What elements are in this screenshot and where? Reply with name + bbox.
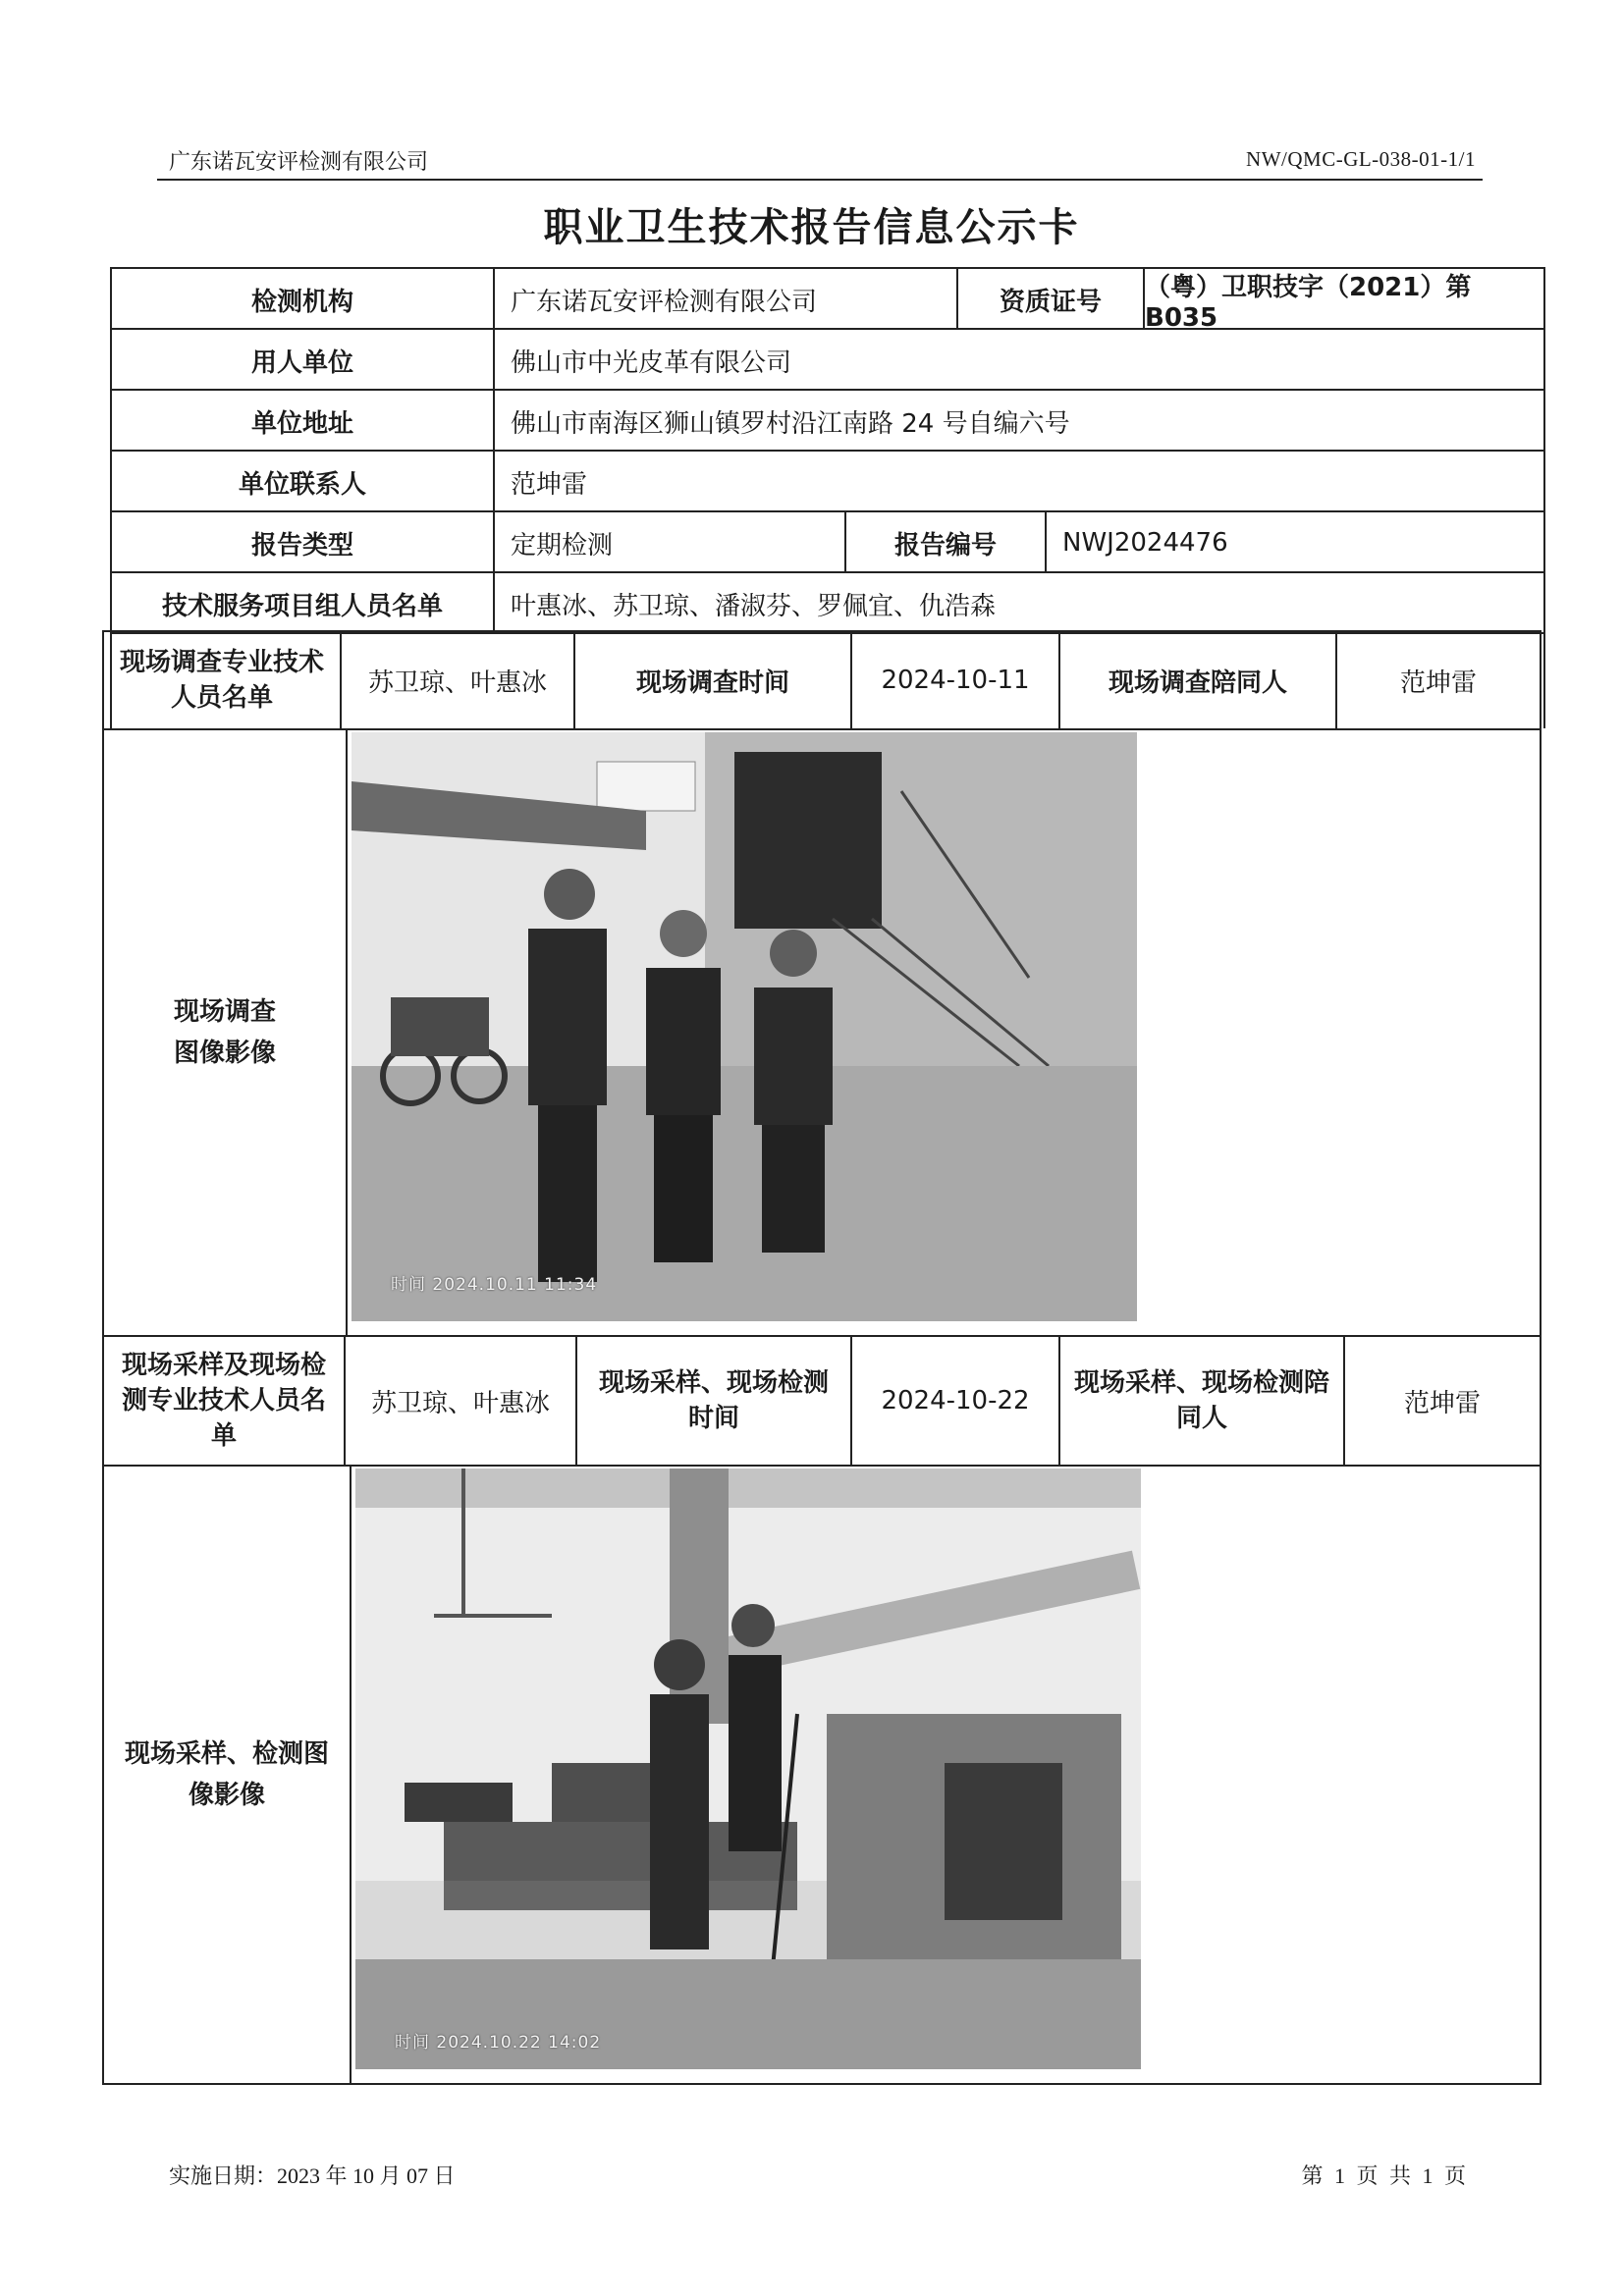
survey-image-vline — [346, 730, 348, 1335]
employer-label: 用人单位 — [250, 347, 353, 378]
survey-companion-value: 范坤雷 — [1335, 632, 1540, 728]
survey-companion-label: 现场调查陪同人 — [1058, 632, 1335, 728]
header-divider — [157, 179, 1483, 181]
survey-photo-timestamp: 时间 2024.10.11 11:34 — [391, 1275, 598, 1295]
sampling-staff-label: 现场采样及现场检测专业技术人员名单 — [121, 1351, 326, 1451]
footer-effective-date: 实施日期：2023 年 10 月 07 日 — [169, 2163, 456, 2188]
survey-section — [102, 630, 1542, 1337]
contact-label: 单位联系人 — [238, 469, 366, 500]
document-title: 职业卫生技术报告信息公示卡 — [543, 205, 1080, 250]
survey-time-label: 现场调查时间 — [573, 632, 850, 728]
address-label: 单位地址 — [250, 408, 353, 439]
survey-staff-value: 苏卫琼、叶惠冰 — [340, 632, 573, 728]
row-team — [112, 571, 1543, 634]
contact-value: 范坤雷 — [493, 452, 1543, 512]
org-label: 检测机构 — [250, 287, 353, 317]
team-label: 技术服务项目组人员名单 — [161, 591, 443, 621]
row-report — [112, 510, 1543, 573]
cert-label: 资质证号 — [956, 269, 1143, 330]
team-value: 叶惠冰、苏卫琼、潘淑芬、罗佩宜、仇浩森 — [493, 573, 1543, 634]
address-value: 佛山市南海区狮山镇罗村沿江南路 24 号自编六号 — [493, 391, 1543, 452]
sampling-image-vline — [350, 1467, 352, 2083]
report-type-value: 定期检测 — [493, 512, 844, 573]
survey-site-photo — [352, 732, 1137, 1321]
sampling-companion-label-cell — [1058, 1337, 1343, 1465]
header-doc-code: NW/QMC-GL-038-01-1/1 — [1246, 147, 1476, 171]
sampling-time-label: 现场采样、现场检测时间 — [598, 1368, 829, 1433]
footer-page-info: 第 1 页 共 1 页 — [1301, 2163, 1466, 2188]
sampling-staff-value: 苏卫琼、叶惠冰 — [344, 1337, 575, 1465]
report-no-value: NWJ2024476 — [1045, 512, 1543, 573]
row-org — [112, 267, 1543, 333]
employer-value: 佛山市中光皮革有限公司 — [493, 330, 1543, 391]
report-type-label: 报告类型 — [250, 530, 353, 561]
row-contact — [112, 450, 1543, 512]
sampling-time-value: 2024-10-22 — [850, 1337, 1058, 1465]
org-value: 广东诺瓦安评检测有限公司 — [493, 269, 956, 330]
sampling-section — [102, 1335, 1542, 2085]
survey-staff-label-cell — [104, 632, 340, 728]
sampling-image-label: 现场采样、检测图像影像 — [124, 1739, 329, 1810]
survey-staff-label: 现场调查专业技术人员名单 — [119, 648, 324, 713]
header-company: 广东诺瓦安评检测有限公司 — [169, 150, 429, 175]
row-employer — [112, 328, 1543, 391]
sampling-image-label-cell — [104, 1467, 350, 2083]
survey-image-label: 现场调查图像影像 — [173, 997, 276, 1068]
sampling-companion-value: 范坤雷 — [1343, 1337, 1540, 1465]
sampling-photo-graphic — [355, 1468, 1141, 2069]
sampling-site-photo — [355, 1468, 1141, 2069]
row-address — [112, 389, 1543, 452]
sampling-companion-label: 现场采样、现场检测陪同人 — [1074, 1368, 1330, 1433]
survey-photo-graphic — [352, 732, 1137, 1321]
sampling-photo-timestamp: 时间 2024.10.22 14:02 — [395, 2033, 602, 2053]
survey-image-label-cell — [104, 730, 346, 1335]
cert-value: （粤）卫职技字（2021）第 B035 — [1143, 269, 1540, 330]
sampling-time-label-cell — [575, 1337, 850, 1465]
sampling-staff-label-cell — [104, 1337, 344, 1465]
report-no-label: 报告编号 — [844, 512, 1045, 573]
survey-time-value: 2024-10-11 — [850, 632, 1058, 728]
